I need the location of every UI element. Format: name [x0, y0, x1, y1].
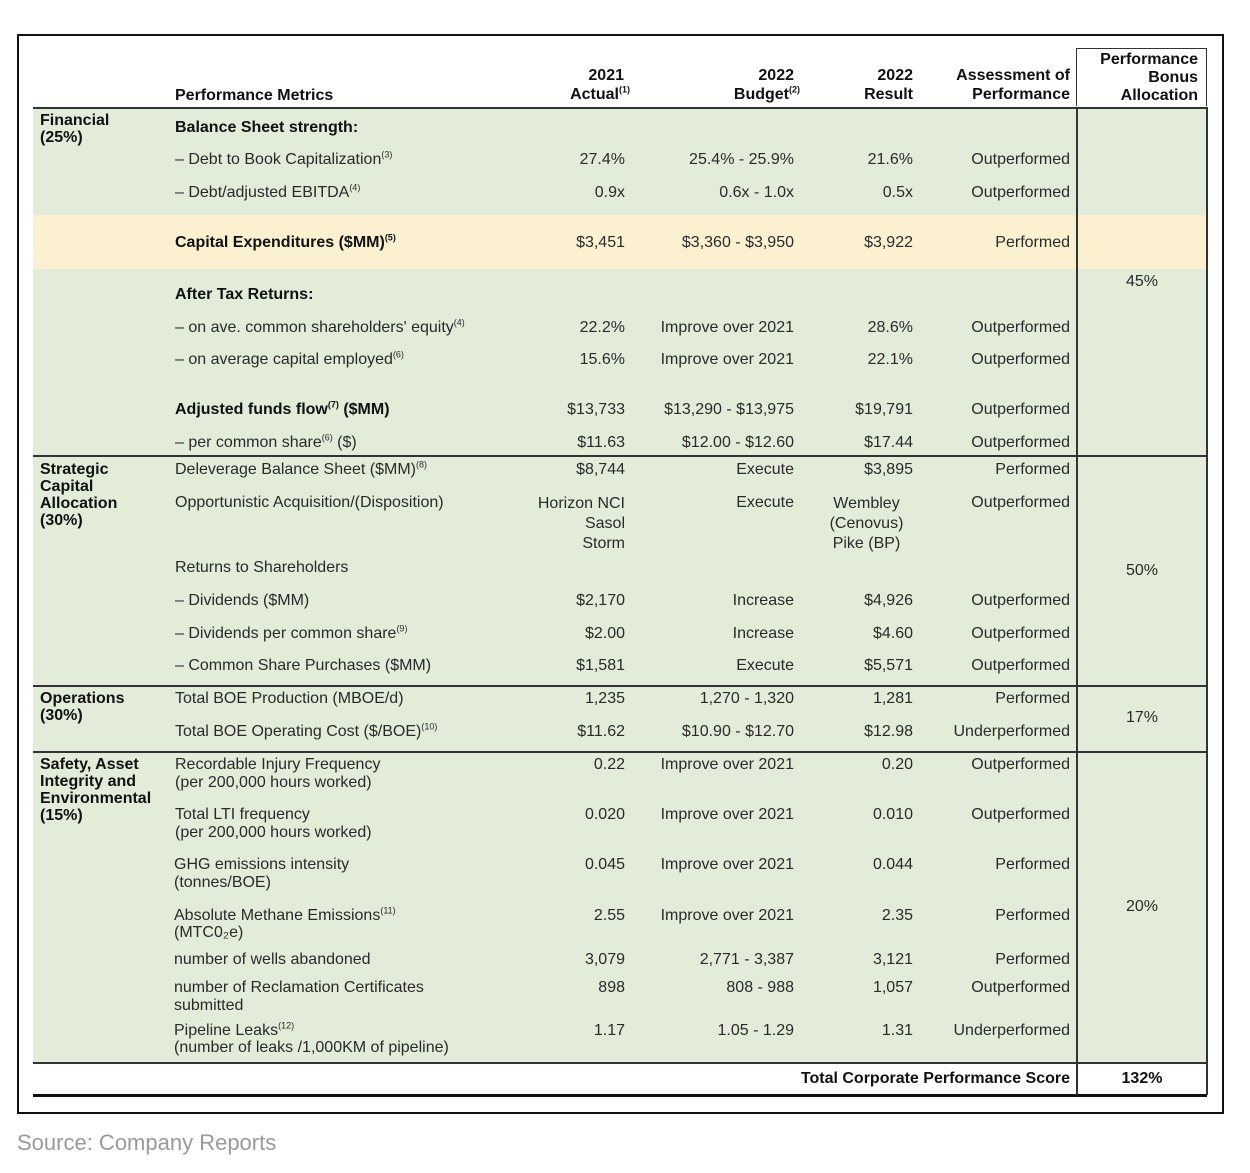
result-value: $19,791 [855, 401, 913, 418]
budget-value: Improve over 2021 [660, 319, 794, 336]
budget-value: Improve over 2021 [660, 806, 794, 823]
result-value: $4,926 [864, 592, 913, 609]
assessment-value: Outperformed [971, 401, 1070, 418]
actual-value: 0.22 [593, 756, 625, 773]
metric-label: Pipeline Leaks$^{(12)}$ (number of leaks /1,000KM of pipeline) [174, 1020, 449, 1056]
result-value: 1,281 [872, 690, 913, 707]
result-value: $17.44 [864, 434, 913, 451]
total-value: 132% [1121, 1070, 1163, 1087]
assessment-value: Outperformed [971, 434, 1070, 451]
metric-label: Recordable Injury Frequency (per 200,000 hours worked) [175, 756, 381, 791]
header-result: Result [864, 86, 913, 103]
actual-value: $2.00 [584, 625, 625, 642]
header-2022-year: 2022 [758, 67, 794, 84]
metric-label: – Common Share Purchases ($MM) [175, 657, 432, 674]
actual-value: $3,451 [576, 234, 625, 251]
header-assessment-1: Assessment of [956, 67, 1070, 84]
assessment-value: Underperformed [953, 723, 1070, 740]
metric-label: Capital Expenditures ($MM)$^{(5)}$ [175, 232, 396, 251]
metric-label: Opportunistic Acquisition/(Disposition) [175, 494, 444, 511]
budget-value: $10.90 - $12.70 [681, 723, 794, 740]
category-financial: Financial (25%) [40, 112, 110, 146]
budget-value: Improve over 2021 [660, 351, 794, 368]
assessment-value: Outperformed [971, 657, 1070, 674]
bonus-financial: 45% [1125, 273, 1159, 290]
actual-value: 3,079 [584, 951, 625, 968]
actual-value: $11.63 [577, 434, 625, 451]
assessment-value: Outperformed [971, 151, 1070, 168]
source-caption: Source: Company Reports [17, 1130, 277, 1155]
metric-label: Balance Sheet strength: [175, 119, 359, 136]
result-value: 3,121 [872, 951, 913, 968]
budget-value: 2,771 - 3,387 [699, 951, 794, 968]
total-bottom-rule [33, 1094, 1207, 1097]
metric-label: – Debt/adjusted EBITDA$^{(4)}$ [175, 182, 361, 201]
budget-value: $3,360 - $3,950 [681, 234, 794, 251]
result-value: 0.044 [872, 856, 913, 873]
header-bonus-2: Bonus [1148, 69, 1198, 86]
actual-value: Horizon NCI Sasol Storm [537, 495, 625, 552]
metric-label: Deleverage Balance Sheet ($MM)$^{(8)}$ [175, 459, 428, 478]
bonus-column-right-rule [1206, 107, 1208, 1095]
assessment-value: Outperformed [971, 625, 1070, 642]
header-result-year: 2022 [877, 67, 913, 84]
header-rule [33, 107, 1207, 109]
budget-value: Execute [736, 461, 794, 478]
assessment-value: Outperformed [971, 184, 1070, 201]
header-assessment-2: Performance [972, 86, 1070, 103]
metric-label: Adjusted funds flow$^{(7)}$ ($MM) [175, 399, 390, 418]
budget-value: Increase [732, 625, 794, 642]
assessment-value: Performed [995, 690, 1070, 707]
assessment-value: Performed [995, 234, 1070, 251]
result-value: $3,922 [864, 234, 913, 251]
assessment-value: Outperformed [971, 979, 1070, 996]
header-2021-year: 2021 [588, 67, 624, 84]
header-bonus-1: Performance [1100, 51, 1198, 68]
actual-value: $13,733 [567, 401, 625, 418]
actual-value: 1,235 [584, 690, 625, 707]
actual-value: 27.4% [579, 151, 625, 168]
metric-label: – Dividends ($MM) [175, 592, 310, 609]
metric-label: Total LTI frequency (per 200,000 hours worked) [175, 806, 372, 841]
header-2021-actual: Actual$^{(1)}$ [570, 84, 630, 103]
budget-value: 1,270 - 1,320 [699, 690, 794, 707]
budget-value: $12.00 - $12.60 [681, 434, 794, 451]
assessment-value: Outperformed [971, 351, 1070, 368]
bonus-strategic: 50% [1125, 562, 1159, 579]
budget-value: 1.05 - 1.29 [717, 1022, 794, 1039]
result-value: $3,895 [864, 461, 913, 478]
assessment-value: Underperformed [953, 1022, 1070, 1039]
assessment-value: Outperformed [971, 806, 1070, 823]
result-value: 0.20 [881, 756, 913, 773]
section-rule-operations [33, 685, 1207, 687]
actual-value: 0.045 [584, 856, 625, 873]
budget-value: Increase [732, 592, 794, 609]
metric-label: – Dividends per common share$^{(9)}$ [175, 623, 408, 642]
metric-label: number of wells abandoned [174, 951, 371, 968]
assessment-value: Performed [995, 856, 1070, 873]
budget-value: 808 - 988 [726, 979, 794, 996]
metric-label: Total BOE Operating Cost ($/BOE)$^{(10)}$ [175, 721, 438, 740]
assessment-value: Performed [995, 951, 1070, 968]
budget-value: Improve over 2021 [660, 907, 794, 924]
assessment-value: Outperformed [971, 494, 1070, 511]
budget-value: Improve over 2021 [660, 856, 794, 873]
metric-label: – per common share$^{(6)}$ ($) [175, 432, 357, 451]
actual-value: $11.62 [577, 723, 625, 740]
total-label: Total Corporate Performance Score [800, 1070, 1070, 1087]
assessment-value: Performed [995, 461, 1070, 478]
metric-label: Absolute Methane Emissions$^{(11)}$ (MTC0₂e) [174, 905, 396, 941]
bonus-safety: 20% [1125, 898, 1159, 915]
assessment-value: Outperformed [971, 592, 1070, 609]
header-bonus-3: Allocation [1120, 87, 1198, 104]
metric-label: – Debt to Book Capitalization$^{(3)}$ [175, 149, 393, 168]
metric-label: Returns to Shareholders [175, 559, 349, 576]
result-value: 2.35 [881, 907, 913, 924]
section-rule-safety [33, 751, 1207, 753]
metric-label: – on ave. common shareholders' equity$^{(4)}$ [175, 317, 465, 336]
actual-value: $2,170 [576, 592, 625, 609]
result-value: $12.98 [864, 723, 913, 740]
metric-label: number of Reclamation Certificates submitted [174, 979, 424, 1014]
category-operations: Operations (30%) [40, 690, 125, 724]
actual-value: 0.9x [594, 184, 625, 201]
bonus-column-rule [1076, 107, 1078, 1095]
budget-value: Improve over 2021 [660, 756, 794, 773]
metric-label: – on average capital employed$^{(6)}$ [175, 349, 404, 368]
actual-value: $8,744 [576, 461, 625, 478]
actual-value: 15.6% [579, 351, 625, 368]
assessment-value: Outperformed [971, 756, 1070, 773]
result-value: 0.010 [872, 806, 913, 823]
result-value: 1.31 [881, 1022, 913, 1039]
actual-value: $1,581 [576, 657, 625, 674]
actual-value: 1.17 [593, 1022, 625, 1039]
result-value: 28.6% [867, 319, 913, 336]
result-value: Wembley (Cenovus) Pike (BP) [829, 495, 904, 552]
header-metrics: Performance Metrics [175, 87, 334, 104]
header-2022-budget: Budget$^{(2)}$ [733, 84, 800, 103]
result-value: 1,057 [872, 979, 913, 996]
result-value: 21.6% [867, 151, 913, 168]
metric-label: After Tax Returns: [175, 286, 314, 303]
budget-value: 25.4% - 25.9% [689, 151, 794, 168]
metric-label: Total BOE Production (MBOE/d) [175, 690, 404, 707]
section-rule-strategic [33, 455, 1207, 457]
category-safety: Safety, Asset Integrity and Environmental (15%) [40, 756, 152, 824]
bonus-operations: 17% [1125, 709, 1159, 726]
actual-value: 898 [598, 979, 625, 996]
category-strategic: Strategic Capital Allocation (30%) [40, 461, 118, 529]
budget-value: 0.6x - 1.0x [719, 184, 794, 201]
total-top-rule [33, 1062, 1207, 1064]
assessment-value: Outperformed [971, 319, 1070, 336]
actual-value: 2.55 [593, 907, 625, 924]
result-value: $5,571 [864, 657, 913, 674]
result-value: 22.1% [867, 351, 913, 368]
metric-label: GHG emissions intensity (tonnes/BOE) [174, 856, 350, 891]
result-value: 0.5x [882, 184, 913, 201]
actual-value: 22.2% [579, 319, 625, 336]
result-value: $4.60 [872, 625, 913, 642]
budget-value: Execute [736, 494, 794, 511]
budget-value: Execute [736, 657, 794, 674]
budget-value: $13,290 - $13,975 [664, 401, 794, 418]
actual-value: 0.020 [584, 806, 625, 823]
assessment-value: Performed [995, 907, 1070, 924]
